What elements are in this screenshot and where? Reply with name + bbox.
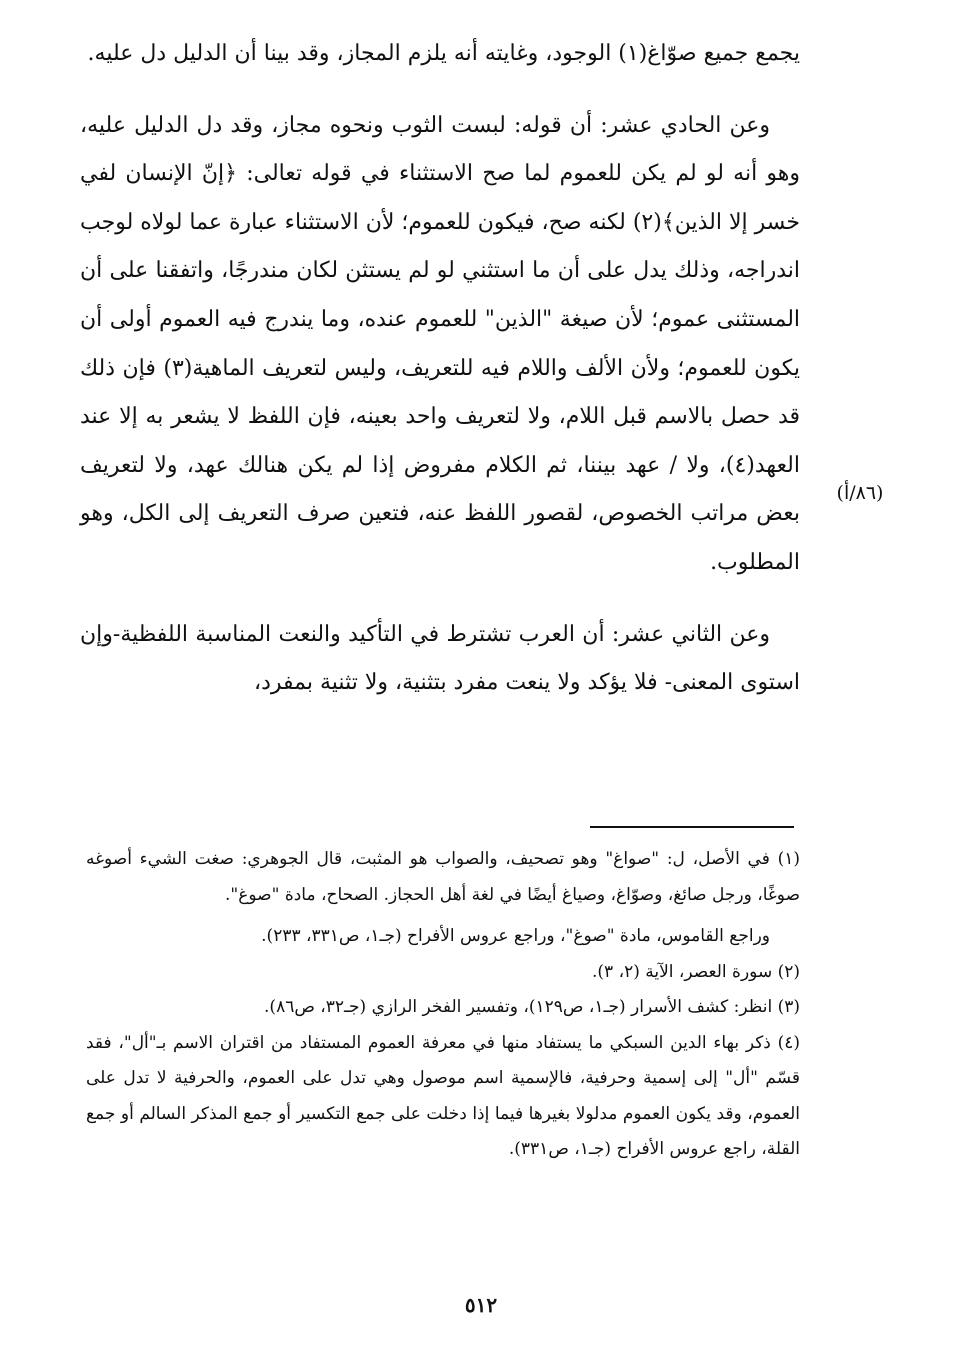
footnote-1-extra xyxy=(86,919,800,955)
footnote-1 xyxy=(86,842,800,913)
text-line: ثم الكلام مفروض إذا لم يكن هنالك عهد، ولا لتعريف بعض مراتب xyxy=(80,452,800,527)
text-line: لتعريف واحد بعينه، فإن اللفظ لا يشعر به إلا عند العهد(٤)، ولا / عهد بيننا، xyxy=(80,404,800,478)
paragraph-twelfth-reply xyxy=(80,611,800,708)
paragraph-eleventh-reply xyxy=(80,102,800,588)
footnote-3 xyxy=(86,990,800,1026)
text-line: وعن الثاني عشر: أن العرب تشترط في التأكيد والنعت المناسبة xyxy=(195,621,770,647)
footnote-line: والحرفية لا تدل على العموم، وقد يكون العموم مدلولا بغيرها فيما إذا دخلت على جمع xyxy=(86,1068,800,1124)
paragraph-continuation xyxy=(80,30,800,79)
text-line: للتعريف، وليس لتعريف الماهية(٣) فإن ذلك قد حصل بالاسم قبل اللام، ولا xyxy=(80,355,801,430)
footnote-line: (٢) سورة العصر، الآية (٢، ٣). xyxy=(592,961,800,982)
footnote-line: الشيء أصوغه صوغًا، ورجل صائغ، وصوّاغ، وصياغ أيضًا في لغة أهل الحجاز. xyxy=(86,849,800,905)
text-line: عنده، وما يندرج فيه العموم أولى أن يكون للعموم؛ ولأن الألف واللام فيه xyxy=(80,306,800,381)
footnote-line: (١) في الأصل، ل: "صواغ" وهو تصحيف، والصواب هو المثبت، قال الجوهري: صغت xyxy=(194,849,800,869)
footnote-line: الصحاح، مادة "صوغ". xyxy=(225,884,379,905)
text-line: المطلوب. xyxy=(710,549,800,575)
text-line: يجمع جميع صوّاغ(١) الوجود، وغايته أنه يلزم المجاز، وقد بينا أن الدليل دل xyxy=(140,41,800,66)
footnote-line: التكسير أو جمع المذكر السالم أو جمع القلة، راجع عروس الأفراح (جـ١، ص٣٣١). xyxy=(86,1103,800,1159)
footnote-line: (٤) ذكر بهاء الدين السبكي ما يستفاد منها في معرفة العموم المستفاد من اقتران الاسم بـ"أل"، xyxy=(118,1032,801,1053)
text-line: لكان مندرجًا، واتفقنا على أن المستثنى عموم؛ لأن صيغة "الذين" للعموم xyxy=(80,258,801,332)
text-line: عليه. xyxy=(87,41,134,66)
text-line: عليه، وهو أنه لو لم يكن للعموم لما صح الاستثناء في قوله تعالى: ﴿إنّ xyxy=(80,112,800,187)
footnote-line: فقد قسّم "أل" إلى إسمية وحرفية، فالإسمية اسم موصول وهي تدل على العموم، xyxy=(86,1032,800,1088)
text-line: الخصوص، لقصور اللفظ عنه، فتعين صرف التعريف إلى الكل، وهو xyxy=(80,501,683,527)
page-number: ٥١٢ xyxy=(464,1293,498,1317)
manuscript-folio-reference: (٨٦/أ) xyxy=(836,482,884,504)
footnote-line: وراجع القاموس، مادة "صوغ"، وراجع عروس الأفراح (جـ١، ص٣٣١، ٢٣٣). xyxy=(261,926,770,946)
footnote-separator xyxy=(590,826,794,828)
footnotes xyxy=(86,842,800,1168)
footnote-2 xyxy=(86,955,800,991)
text-line: وعن الحادي عشر: أن قوله: لبست الثوب ونحوه مجاز، وقد دل الدليل xyxy=(134,112,770,138)
text-line: اللفظية-وإن استوى المعنى- فلا يؤكد ولا ينعت مفرد بتثنية، ولا تثنية بمفرد، xyxy=(80,621,800,696)
footnote-4 xyxy=(86,1026,800,1168)
text-line: عبارة عما لولاه لوجب اندراجه، وذلك يدل على أن ما استثني لو لم يستثن xyxy=(80,209,800,284)
footnote-line: (٣) انظر: كشف الأسرار (جـ١، ص١٢٩)، وتفسير الفخر الرازي (جـ٣٢، ص٨٦). xyxy=(264,997,800,1017)
text-line: الإنسان لفي خسر إلا الذين﴾(٢) لكنه صح، فيكون للعموم؛ لأن الاستثناء xyxy=(80,161,800,235)
main-text xyxy=(80,30,800,708)
